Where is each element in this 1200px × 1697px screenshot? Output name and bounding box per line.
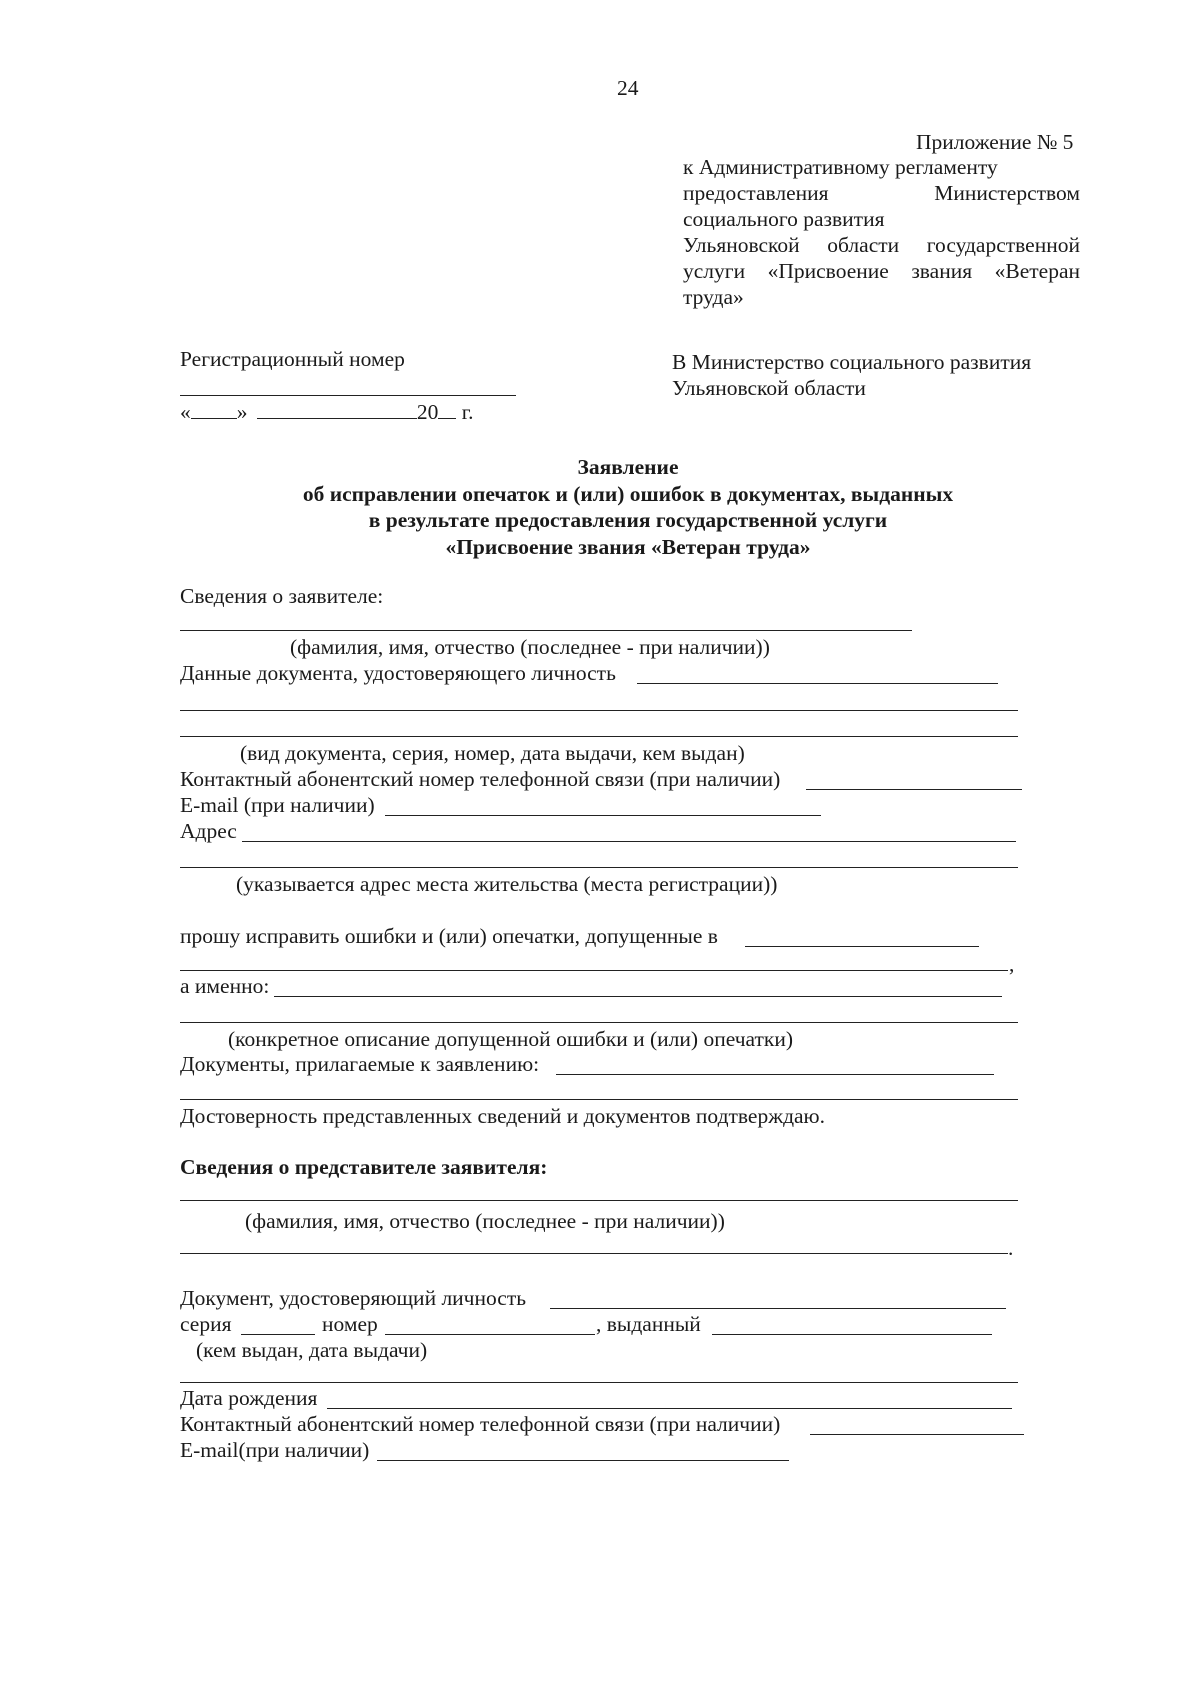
- representative-section-label: Сведения о представителе заявителя:: [180, 1155, 548, 1179]
- page-number: 24: [617, 76, 639, 100]
- applicant-id-doc-field-2[interactable]: [180, 710, 1018, 711]
- applicant-id-doc-field-3[interactable]: [180, 736, 1018, 737]
- document-title: Заявление: [577, 455, 679, 479]
- representative-number-field[interactable]: [385, 1334, 595, 1335]
- representative-email-label: E-mail(при наличии): [180, 1438, 370, 1462]
- representative-id-doc-field[interactable]: [550, 1308, 1006, 1309]
- applicant-address-field[interactable]: [242, 841, 1016, 842]
- representative-series-field[interactable]: [241, 1334, 315, 1335]
- representative-fio-field-2[interactable]: [180, 1253, 1008, 1254]
- representative-series-label: серия: [180, 1312, 232, 1336]
- document-subtitle-2: в результате предоставления государственной услуги: [368, 508, 888, 532]
- date-month-field[interactable]: [257, 400, 417, 419]
- appendix-line-1: к Административному регламенту: [683, 155, 998, 179]
- confirmation-text: Достоверность представленных сведений и документов подтверждаю.: [180, 1104, 825, 1128]
- fix-request-field-2[interactable]: [180, 970, 1008, 971]
- document-subtitle-1: об исправлении опечаток и (или) ошибок в документах, выданных: [302, 482, 954, 506]
- registration-number-field[interactable]: [180, 395, 516, 396]
- appendix-title: Приложение № 5: [916, 130, 1074, 154]
- namely-label: а именно:: [180, 974, 270, 998]
- attachments-field[interactable]: [556, 1074, 994, 1075]
- fix-request-label: прошу исправить ошибки и (или) опечатки, допущенные в: [180, 924, 718, 948]
- representative-issued-field-2[interactable]: [180, 1382, 1018, 1383]
- representative-email-field[interactable]: [377, 1460, 789, 1461]
- attachments-label: Документы, прилагаемые к заявлению:: [180, 1052, 540, 1076]
- representative-id-doc-label: Документ, удостоверяющий личность: [180, 1286, 527, 1310]
- registration-label: Регистрационный номер: [180, 347, 405, 371]
- fix-request-field[interactable]: [745, 946, 979, 947]
- date-day-field[interactable]: [191, 400, 237, 419]
- representative-birth-label: Дата рождения: [180, 1386, 318, 1410]
- applicant-address-label: Адрес: [180, 819, 237, 843]
- applicant-email-field[interactable]: [385, 815, 821, 816]
- applicant-fio-hint: (фамилия, имя, отчество (последнее - при наличии)): [290, 635, 770, 659]
- applicant-phone-label: Контактный абонентский номер телефонной связи (при наличии): [180, 767, 781, 791]
- representative-phone-label: Контактный абонентский номер телефонной связи (при наличии): [180, 1412, 781, 1436]
- applicant-id-doc-field[interactable]: [637, 683, 998, 684]
- applicant-address-field-2[interactable]: [180, 867, 1018, 868]
- representative-fio-hint: (фамилия, имя, отчество (последнее - при наличии)): [245, 1209, 725, 1233]
- representative-fio-period: .: [1008, 1236, 1014, 1260]
- registration-date: « » 20 г.: [180, 400, 474, 424]
- representative-issued-label: , выданный: [596, 1312, 701, 1336]
- representative-issued-field[interactable]: [712, 1334, 992, 1335]
- representative-number-label: номер: [322, 1312, 378, 1336]
- applicant-phone-field[interactable]: [806, 789, 1022, 790]
- representative-issued-hint: (кем выдан, дата выдачи): [196, 1338, 428, 1362]
- namely-hint: (конкретное описание допущенной ошибки и (или) опечатки): [228, 1027, 794, 1051]
- applicant-id-doc-hint: (вид документа, серия, номер, дата выдачи, кем выдан): [240, 741, 745, 765]
- fix-request-comma: ,: [1009, 952, 1015, 976]
- representative-fio-field[interactable]: [180, 1200, 1018, 1201]
- namely-field-2[interactable]: [180, 1022, 1018, 1023]
- addressee-line-1: В Министерство социального развития: [672, 350, 1032, 374]
- applicant-section-label: Сведения о заявителе:: [180, 584, 384, 608]
- representative-phone-field[interactable]: [810, 1434, 1024, 1435]
- representative-birth-field[interactable]: [327, 1408, 1012, 1409]
- date-year-field[interactable]: [438, 400, 456, 419]
- appendix-block: к Административному регламенту предоставления Министерством социального развития Ульяновской области государственной услуги «Присвоение звания «Ветеран труда»: [683, 155, 1080, 309]
- applicant-fio-field[interactable]: [180, 630, 912, 631]
- applicant-address-hint: (указывается адрес места жительства (места регистрации)): [236, 872, 778, 896]
- attachments-field-2[interactable]: [180, 1099, 1018, 1100]
- applicant-email-label: E-mail (при наличии): [180, 793, 375, 817]
- document-subtitle-3: «Присвоение звания «Ветеран труда»: [445, 535, 811, 559]
- applicant-id-doc-label: Данные документа, удостоверяющего личность: [180, 661, 616, 685]
- addressee-line-2: Ульяновской области: [672, 376, 866, 400]
- namely-field[interactable]: [274, 996, 1002, 997]
